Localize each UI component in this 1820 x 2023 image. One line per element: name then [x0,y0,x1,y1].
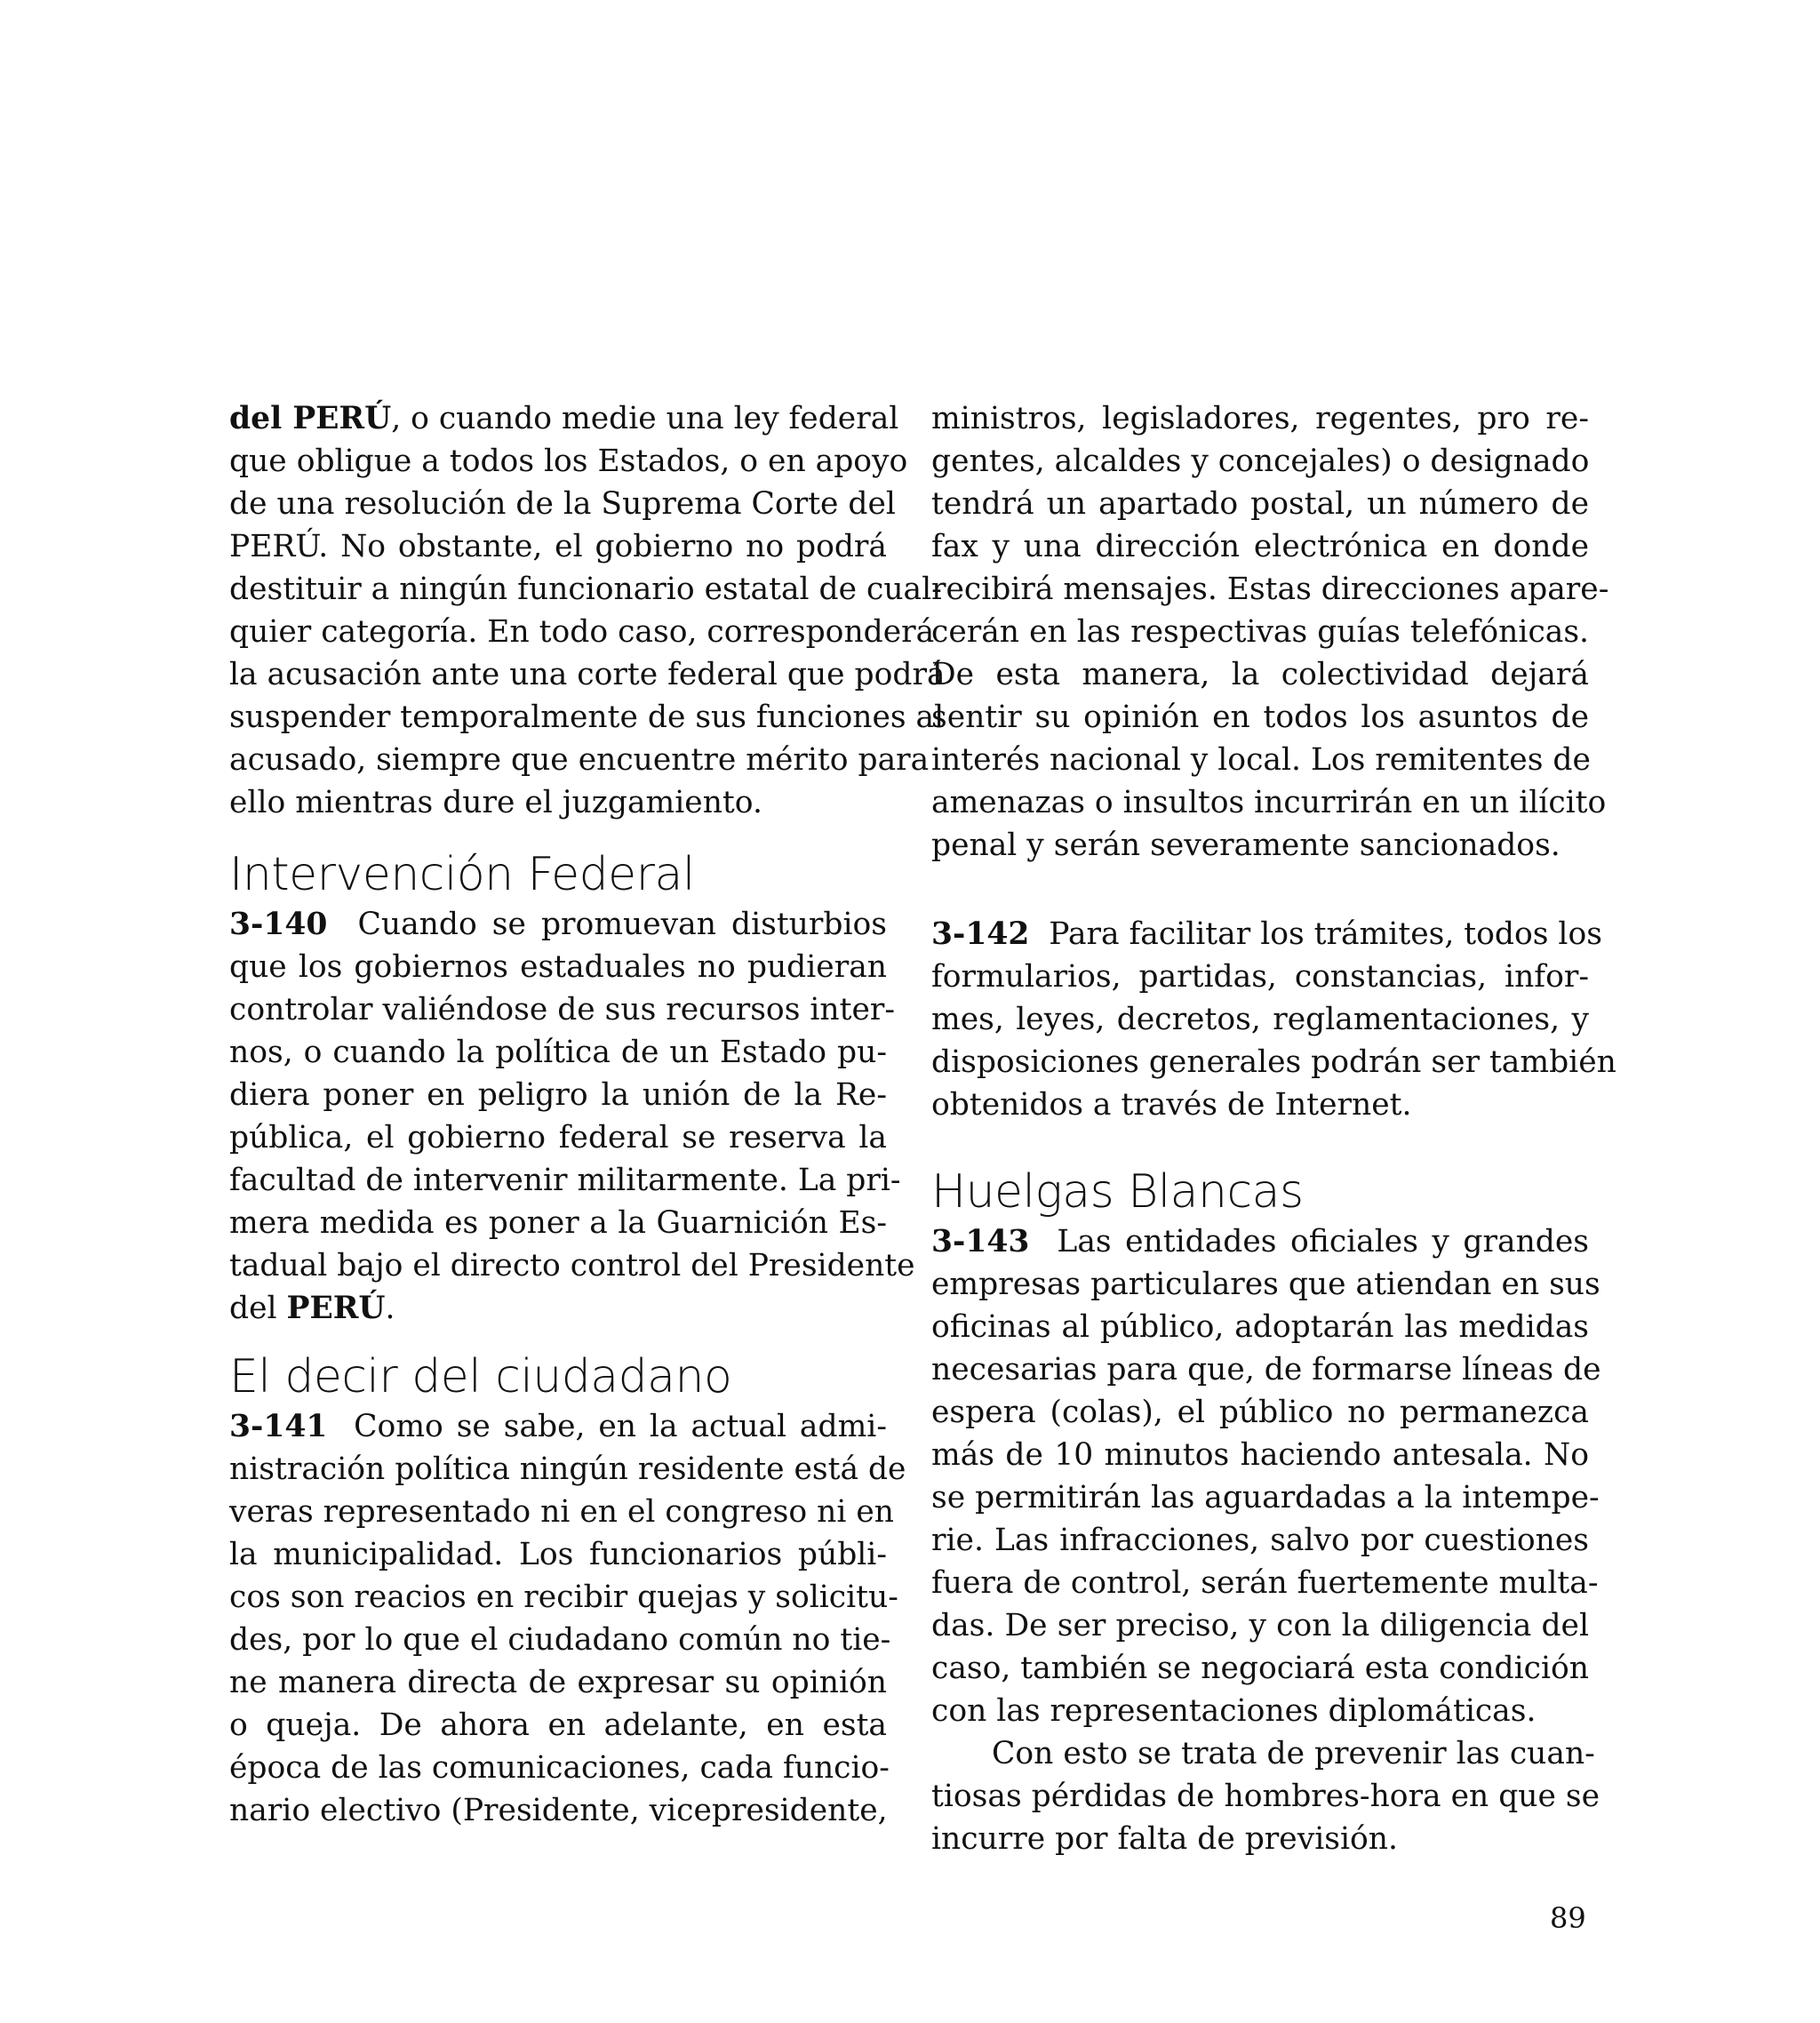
article-last-line: del PERÚ. [229,1291,395,1326]
text-line: PERÚ. No obstante, el gobierno no podrá [229,529,887,564]
article-number: 3-143 [931,1224,1030,1259]
text-line: la acusación ante una corte federal que podrá [229,657,946,692]
text-line: das. De ser preciso, y con la diligencia del [931,1608,1589,1643]
page-number: 89 [1550,1901,1586,1935]
text-line: que obligue a todos los Estados, o en apoyo [229,444,908,479]
text-line: mera medida es poner a la Guarnición Es- [229,1205,887,1241]
text-line: mes, leyes, decretos, reglamentaciones, y [931,1002,1589,1037]
article-3-140 [229,903,915,1287]
article-number: 3-141 [229,1409,328,1444]
text-line: tiosas pérdidas de hombres-hora en que se [931,1779,1600,1814]
article-3-141-continued [931,397,1609,867]
text-line: que los gobiernos estaduales no pudieran [229,949,887,985]
text-line: diera poner en peligro la unión de la Re- [229,1077,887,1113]
text-line: destituir a ningún funcionario estatal de cual- [229,572,942,607]
text-line: cerán en las respectivas guías telefónicas. [931,614,1589,650]
article-3-143-second-paragraph [931,1732,1600,1860]
text-line: disposiciones generales podrán ser también [931,1044,1616,1080]
text-line: interés nacional y local. Los remitentes de [931,742,1591,778]
text-line: época de las comunicaciones, cada funcio- [229,1750,890,1786]
text-line: sentir su opinión en todos los asuntos de [931,700,1589,735]
text-line: gentes, alcaldes y concejales) o designado [931,444,1590,479]
text-line: se permitirán las aguardadas a la intempe- [931,1480,1600,1515]
article-number: 3-140 [229,907,328,942]
text-line: amenazas o insultos incurrirán en un ilícito [931,785,1607,820]
text-line: tadual bajo el directo control del Presidente [229,1248,915,1283]
text-line: del PERÚ, o cuando medie una ley federal [229,401,899,436]
text-line: Con esto se trata de prevenir las cuan- [992,1736,1595,1771]
text-line: ello mientras dure el juzgamiento. [229,785,762,820]
article-first-line: 3-143 Las entidades oficiales y grandes [931,1224,1590,1259]
text-line: ministros, legisladores, regentes, pro re- [931,401,1589,436]
text-line: necesarias para que, de formarse líneas de [931,1352,1601,1387]
article-first-line: 3-140 Cuando se promuevan disturbios [229,907,887,942]
text-line: fax y una dirección electrónica en donde [931,529,1589,564]
text-line: nistración política ningún residente está de [229,1451,906,1487]
text-line: con las representaciones diplomáticas. [931,1693,1537,1729]
text-line: des, por lo que el ciudadano común no tie- [229,1622,891,1658]
article-first-line: 3-142 Para facilitar los trámites, todos los [931,916,1602,952]
article-3-141 [229,1405,906,1832]
text-line: acusado, siempre que encuentre mérito para [229,742,930,778]
text-line: pública, el gobierno federal se reserva la [229,1120,887,1155]
section-heading-huelgas-blancas: Huelgas Blancas [931,1165,1304,1219]
text-line: quier categoría. En todo caso, corresponderá [229,614,935,650]
text-line: nos, o cuando la política de un Estado pu- [229,1035,887,1070]
text-line: rie. Las infracciones, salvo por cuestiones [931,1523,1589,1558]
text-line: caso, también se negociará esta condición [931,1651,1589,1686]
text-line: nario electivo (Presidente, vicepresidente, [229,1793,888,1828]
text-line: ne manera directa de expresar su opinión [229,1665,887,1700]
right-column [931,397,1616,1860]
text-line: la municipalidad. Los funcionarios públi- [229,1537,887,1572]
text-line: espera (colas), el público no permanezca [931,1395,1589,1430]
text-line: fuera de control, serán fuertemente multa- [931,1565,1599,1601]
article-3-143 [931,1220,1601,1732]
text-line: suspender temporalmente de sus funciones al [229,700,945,735]
text-line: más de 10 minutos haciendo antesala. No [931,1437,1589,1473]
text-line: incurre por falta de previsión. [931,1821,1398,1857]
text-line: oficinas al público, adoptarán las medidas [931,1309,1589,1345]
article-number: 3-142 [931,916,1030,952]
continued-paragraph [229,397,946,824]
text-line: veras representado ni en el congreso ni en [229,1494,894,1530]
text-line: formularios, partidas, constancias, infor- [931,959,1589,995]
left-column [229,397,946,1832]
section-heading-intervencion-federal: Intervención Federal [229,848,695,901]
text-line: controlar valiéndose de sus recursos inter- [229,992,896,1027]
text-line: de una resolución de la Suprema Corte del [229,486,896,522]
text-line: obtenidos a través de Internet. [931,1087,1412,1123]
section-heading-el-decir-del-ciudadano: El decir del ciudadano [229,1350,732,1403]
text-line: recibirá mensajes. Estas direcciones apare- [931,572,1609,607]
text-line: De esta manera, la colectividad dejará [931,657,1589,692]
text-line: o queja. De ahora en adelante, en esta [229,1707,887,1743]
text-line: cos son reacios en recibir quejas y solicitu- [229,1579,898,1615]
article-3-142 [931,913,1616,1126]
text-line: penal y serán severamente sancionados. [931,828,1561,863]
text-line: facultad de intervenir militarmente. La pri- [229,1163,901,1198]
article-first-line: 3-141 Como se sabe, en la actual admi- [229,1409,887,1444]
text-line: empresas particulares que atiendan en sus [931,1267,1600,1302]
text-line: tendrá un apartado postal, un número de [931,486,1589,522]
